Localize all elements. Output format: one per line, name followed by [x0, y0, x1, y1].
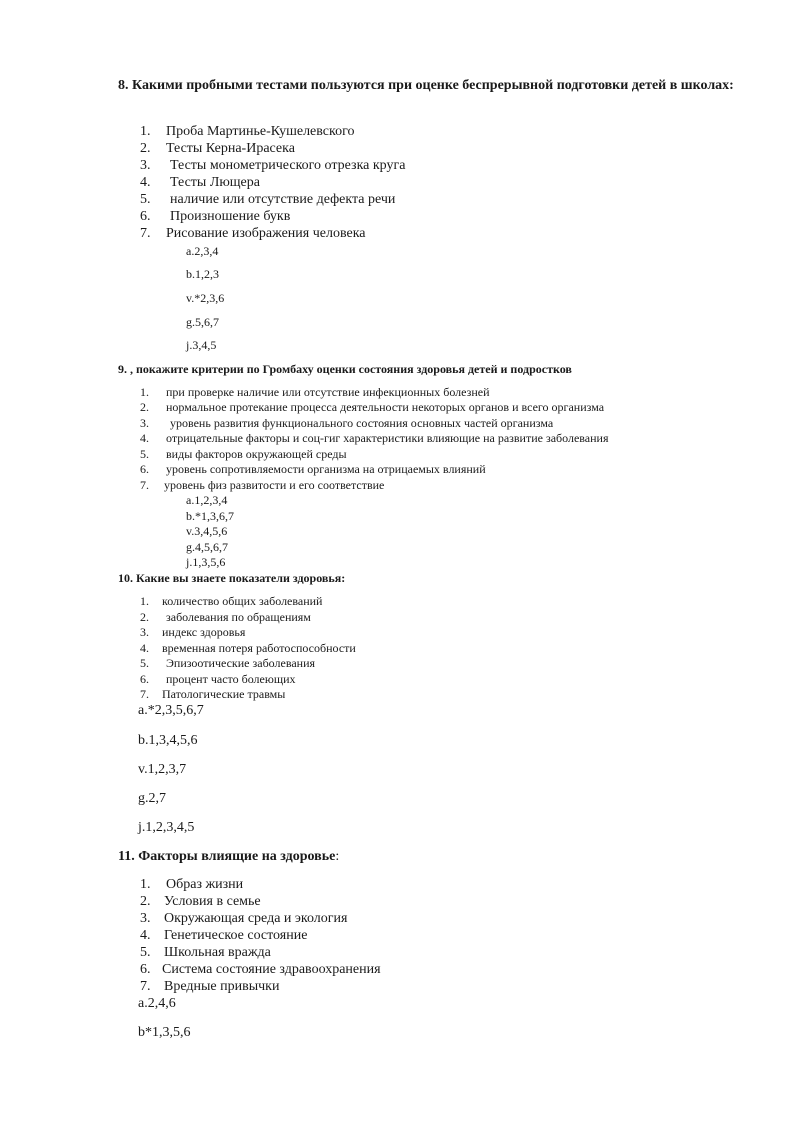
q9-option-g: g.4,5,6,7: [186, 540, 228, 554]
q8-option-b: b.1,2,3: [186, 267, 219, 281]
q9-option-j: j.1,3,5,6: [186, 555, 226, 569]
q10-option-a: a.*2,3,5,6,7: [138, 703, 204, 718]
question-11-title-text: 11. Факторы влиящие на здоровье: [118, 849, 336, 864]
q8-option-a: a.2,3,4: [186, 244, 219, 258]
q9-option-b: b.*1,3,6,7: [186, 509, 234, 523]
q11-option-b: b*1,3,5,6: [138, 1025, 191, 1040]
q10-option-g: g.2,7: [138, 791, 166, 806]
question-11-title-suffix: :: [335, 849, 340, 864]
q9-option-v: v.3,4,5,6: [186, 524, 228, 538]
q11-option-a: a.2,4,6: [138, 996, 176, 1011]
question-10-title: 10. Какие вы знаете показатели здоровья:: [118, 571, 346, 585]
q8-option-v: v.*2,3,6: [186, 291, 225, 305]
q10-option-j: j.1,2,3,4,5: [138, 820, 195, 835]
q8-option-g: g.5,6,7: [186, 315, 219, 329]
question-11-title: [118, 849, 339, 865]
q8-option-j: j.3,4,5: [186, 338, 217, 352]
q10-option-v: v.1,2,3,7: [138, 762, 187, 777]
q10-option-b: b.1,3,4,5,6: [138, 733, 198, 748]
q9-option-a: a.1,2,3,4: [186, 493, 228, 507]
question-8-title: 8. Какими пробными тестами пользуются при оценке беспрерывной подготовки детей в школах:: [118, 78, 734, 93]
question-9-title: 9. , покажите критерии по Громбаху оценки состояния здоровья детей и подростков: [118, 362, 572, 376]
